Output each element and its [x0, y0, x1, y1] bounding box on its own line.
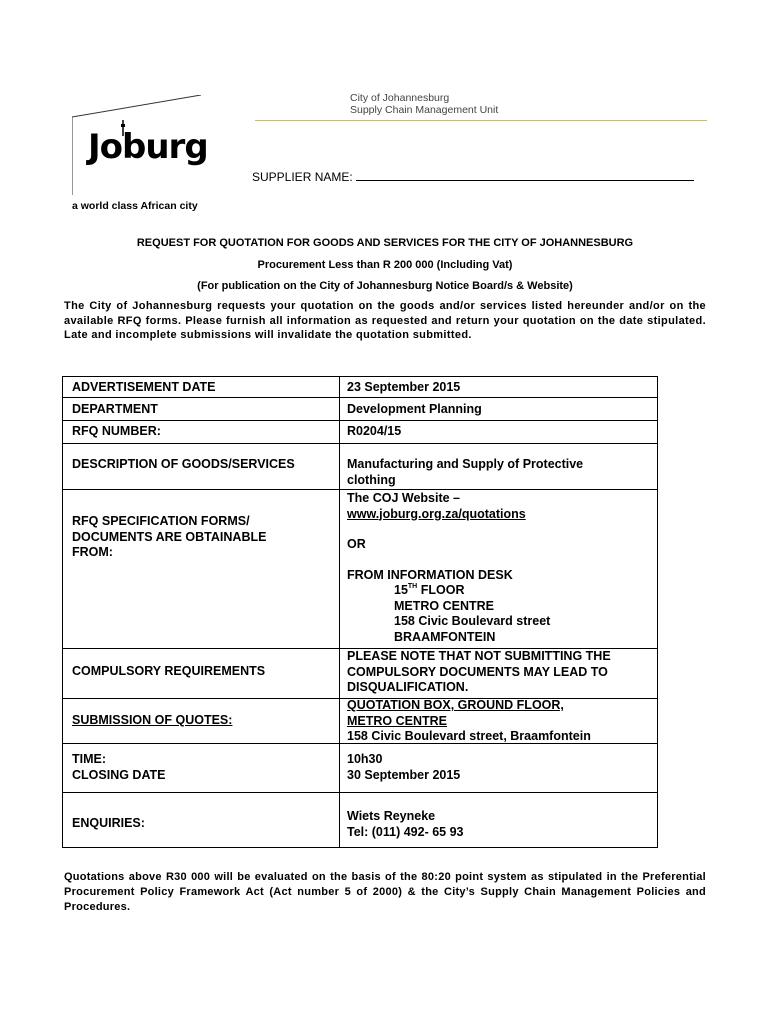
page-subtitle: Procurement Less than R 200 000 (Including Vat): [257, 259, 513, 271]
tower-icon: [118, 120, 128, 136]
description-label: DESCRIPTION OF GOODS/SERVICES: [72, 457, 295, 471]
website-link[interactable]: www.joburg.org.za/quotations: [347, 506, 526, 521]
advertisement-date-label: ADVERTISEMENT DATE: [72, 380, 216, 394]
enquiries-value: Wiets Reyneke Tel: (011) 492- 65 93: [347, 809, 464, 839]
rfq-number-label: RFQ NUMBER:: [72, 424, 161, 438]
rfq-details-table: [62, 376, 658, 744]
org-unit: Supply Chain Management Unit: [350, 104, 499, 116]
closing-table: [62, 744, 658, 848]
department-label: DEPARTMENT: [72, 402, 158, 416]
org-name: City of Johannesburg: [350, 92, 450, 104]
time-closing-label: TIME: CLOSING DATE: [72, 752, 166, 782]
department-value: Development Planning: [347, 402, 482, 416]
supplier-name-label: SUPPLIER NAME:: [252, 170, 353, 184]
submission-value: QUOTATION BOX, GROUND FLOOR, METRO CENTRE 158 Civic Boulevard street, Braamfontein: [347, 698, 591, 743]
spec-forms-label: RFQ SPECIFICATION FORMS/ DOCUMENTS ARE OBTAINABLE FROM:: [72, 514, 267, 559]
publication-note: (For publication on the City of Johannesburg Notice Board/s & Website): [197, 280, 573, 292]
footer-paragraph: Quotations above R30 000 will be evaluated on the basis of the 80:20 point system as stipulated in the Preferential Procurement Policy Framework Act (Act number 5 of 2000) & the City’s Supply Chain Management Policies and Procedures.: [64, 871, 706, 913]
intro-paragraph: The City of Johannesburg requests your quotation on the goods and/or services listed hereunder and/or on the available RFQ forms. Please furnish all information as requested and return your quotation on the date stipulated. Late and incomplete submissions will invalidate the quotation submitted.: [64, 300, 706, 341]
compulsory-label: COMPULSORY REQUIREMENTS: [72, 664, 266, 678]
joburg-logo: Joburg: [88, 127, 208, 167]
description-value: Manufacturing and Supply of Protective clothing: [347, 457, 584, 487]
submission-label: SUBMISSION OF QUOTES:: [72, 713, 233, 727]
compulsory-value: PLEASE NOTE THAT NOT SUBMITTING THE COMPULSORY DOCUMENTS MAY LEAD TO DISQUALIFICATION.: [347, 649, 611, 694]
enquiries-label: ENQUIRIES:: [72, 816, 145, 830]
advertisement-date-value: 23 September 2015: [347, 380, 461, 394]
logo-tagline: a world class African city: [72, 200, 198, 212]
header-rule: [255, 120, 707, 121]
time-closing-value: 10h30 30 September 2015: [347, 752, 461, 782]
supplier-name-field: [252, 170, 694, 184]
rfq-number-value: R0204/15: [347, 424, 402, 438]
page-title: REQUEST FOR QUOTATION FOR GOODS AND SERVICES FOR THE CITY OF JOHANNESBURG: [136, 237, 634, 249]
spec-forms-value: The COJ Website – www.joburg.org.za/quotations OR FROM INFORMATION DESK 15TH FLOOR METRO CENTRE 158 Civic Boulevard street BRAAMFONTEIN: [347, 491, 551, 644]
supplier-name-blank[interactable]: [356, 170, 694, 181]
